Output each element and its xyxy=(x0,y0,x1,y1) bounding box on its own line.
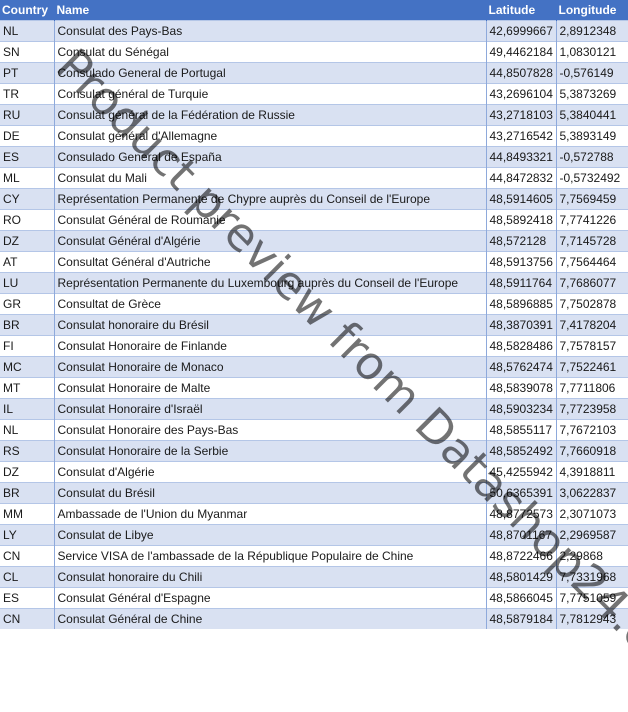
cell-country: MC xyxy=(0,357,54,378)
cell-longitude: -0,5732492 xyxy=(556,168,628,189)
cell-latitude: 48,5762474 xyxy=(486,357,556,378)
cell-name: Consulat Honoraire d'Israël xyxy=(54,399,486,420)
table-row[interactable] xyxy=(0,294,628,315)
cell-country: CL xyxy=(0,567,54,588)
cell-name: Consulado General de Portugal xyxy=(54,63,486,84)
cell-country: TR xyxy=(0,84,54,105)
cell-country: BR xyxy=(0,315,54,336)
cell-name: Consulat du Mali xyxy=(54,168,486,189)
cell-latitude: 48,5852492 xyxy=(486,441,556,462)
cell-longitude: 2,29868 xyxy=(556,546,628,567)
cell-longitude: 3,0622837 xyxy=(556,483,628,504)
cell-name: Ambassade de l'Union du Myanmar xyxy=(54,504,486,525)
cell-latitude: 43,2718103 xyxy=(486,105,556,126)
watermark-text: Product preview from xyxy=(46,38,433,425)
cell-latitude: 48,5839078 xyxy=(486,378,556,399)
table-row[interactable] xyxy=(0,504,628,525)
cell-longitude: 7,7578157 xyxy=(556,336,628,357)
table-row[interactable] xyxy=(0,21,628,42)
cell-name: Consulat Honoraire de Monaco xyxy=(54,357,486,378)
cell-country: PT xyxy=(0,63,54,84)
cell-longitude: 7,7660918 xyxy=(556,441,628,462)
table-row[interactable] xyxy=(0,126,628,147)
table-row[interactable] xyxy=(0,525,628,546)
cell-name: Service VISA de l'ambassade de la République Populaire de Chine xyxy=(54,546,486,567)
cell-longitude: 7,4178204 xyxy=(556,315,628,336)
header-row xyxy=(0,0,628,21)
cell-name: Consulat Général d'Algérie xyxy=(54,231,486,252)
cell-latitude: 48,8722466 xyxy=(486,546,556,567)
cell-latitude: 43,2696104 xyxy=(486,84,556,105)
cell-country: DZ xyxy=(0,231,54,252)
table-body xyxy=(0,21,628,630)
cell-longitude: 7,7502878 xyxy=(556,294,628,315)
cell-longitude: 7,7145728 xyxy=(556,231,628,252)
cell-name: Consulat du Brésil xyxy=(54,483,486,504)
column-header-name[interactable]: Name xyxy=(54,0,486,21)
cell-latitude: 48,5903234 xyxy=(486,399,556,420)
column-header-latitude[interactable]: Latitude xyxy=(486,0,556,21)
cell-name: Consulado General de España xyxy=(54,147,486,168)
cell-longitude: 7,7711806 xyxy=(556,378,628,399)
table-row[interactable] xyxy=(0,462,628,483)
table-row[interactable] xyxy=(0,399,628,420)
table-row[interactable] xyxy=(0,441,628,462)
cell-country: AT xyxy=(0,252,54,273)
cell-country: SN xyxy=(0,42,54,63)
table-row[interactable] xyxy=(0,357,628,378)
cell-name: Représentation Permanente de Chypre auprès du Conseil de l'Europe xyxy=(54,189,486,210)
cell-country: ML xyxy=(0,168,54,189)
cell-country: ES xyxy=(0,588,54,609)
table-row[interactable] xyxy=(0,252,628,273)
cell-country: BR xyxy=(0,483,54,504)
cell-country: MM xyxy=(0,504,54,525)
cell-name: Consulat Honoraire de Finlande xyxy=(54,336,486,357)
cell-country: GR xyxy=(0,294,54,315)
cell-longitude: 2,8912348 xyxy=(556,21,628,42)
cell-country: CN xyxy=(0,609,54,630)
table-row[interactable] xyxy=(0,609,628,630)
table-row[interactable] xyxy=(0,168,628,189)
table-row[interactable] xyxy=(0,546,628,567)
cell-longitude: 5,3873269 xyxy=(556,84,628,105)
cell-latitude: 48,5828486 xyxy=(486,336,556,357)
cell-latitude: 48,5911764 xyxy=(486,273,556,294)
cell-country: ES xyxy=(0,147,54,168)
cell-longitude: -0,572788 xyxy=(556,147,628,168)
cell-latitude: 49,4462184 xyxy=(486,42,556,63)
table-row[interactable] xyxy=(0,105,628,126)
table-row[interactable] xyxy=(0,189,628,210)
table-row[interactable] xyxy=(0,378,628,399)
cell-country: NL xyxy=(0,21,54,42)
cell-name: Consulat Honoraire des Pays-Bas xyxy=(54,420,486,441)
cell-latitude: 48,572128 xyxy=(486,231,556,252)
cell-name: Consulat général de la Fédération de Russie xyxy=(54,105,486,126)
table-row[interactable] xyxy=(0,231,628,252)
cell-longitude: -0,576149 xyxy=(556,63,628,84)
cell-longitude: 2,2969587 xyxy=(556,525,628,546)
cell-latitude: 48,8772573 xyxy=(486,504,556,525)
cell-name: Consulat général de Turquie xyxy=(54,84,486,105)
cell-longitude: 5,3840441 xyxy=(556,105,628,126)
table-row[interactable] xyxy=(0,84,628,105)
cell-name: Consulat d'Algérie xyxy=(54,462,486,483)
cell-country: LU xyxy=(0,273,54,294)
cell-country: RU xyxy=(0,105,54,126)
cell-country: FI xyxy=(0,336,54,357)
cell-country: DE xyxy=(0,126,54,147)
table-row[interactable] xyxy=(0,273,628,294)
table-row[interactable] xyxy=(0,336,628,357)
cell-latitude: 48,5896885 xyxy=(486,294,556,315)
cell-latitude: 44,8472832 xyxy=(486,168,556,189)
table-row[interactable] xyxy=(0,483,628,504)
cell-name: Consultat Général d'Autriche xyxy=(54,252,486,273)
cell-longitude: 7,7672103 xyxy=(556,420,628,441)
cell-latitude: 44,8493321 xyxy=(486,147,556,168)
cell-longitude: 5,3893149 xyxy=(556,126,628,147)
cell-longitude: 7,7686077 xyxy=(556,273,628,294)
cell-latitude: 50,6365391 xyxy=(486,483,556,504)
table-row[interactable] xyxy=(0,567,628,588)
cell-longitude: 7,7569459 xyxy=(556,189,628,210)
cell-longitude: 7,7331968 xyxy=(556,567,628,588)
cell-name: Consulat Honoraire de la Serbie xyxy=(54,441,486,462)
column-header-country[interactable]: Country xyxy=(0,0,54,21)
cell-longitude: 7,7564464 xyxy=(556,252,628,273)
cell-country: LY xyxy=(0,525,54,546)
cell-latitude: 48,5914605 xyxy=(486,189,556,210)
cell-country: NL xyxy=(0,420,54,441)
cell-latitude: 48,5866045 xyxy=(486,588,556,609)
cell-latitude: 48,3870391 xyxy=(486,315,556,336)
cell-country: RO xyxy=(0,210,54,231)
cell-latitude: 48,5892418 xyxy=(486,210,556,231)
cell-country: IL xyxy=(0,399,54,420)
cell-name: Consulat Honoraire de Malte xyxy=(54,378,486,399)
cell-longitude: 4,3918811 xyxy=(556,462,628,483)
cell-longitude: 1,0830121 xyxy=(556,42,628,63)
cell-latitude: 48,5879184 xyxy=(486,609,556,630)
cell-name: Consulat honoraire du Chili xyxy=(54,567,486,588)
cell-latitude: 48,5855117 xyxy=(486,420,556,441)
cell-latitude: 48,5801429 xyxy=(486,567,556,588)
cell-country: CN xyxy=(0,546,54,567)
cell-name: Consulat honoraire du Brésil xyxy=(54,315,486,336)
cell-name: Consultat de Grèce xyxy=(54,294,486,315)
cell-latitude: 48,5913756 xyxy=(486,252,556,273)
cell-name: Représentation Permanente du Luxembourg auprès du Conseil de l'Europe xyxy=(54,273,486,294)
cell-latitude: 48,8701167 xyxy=(486,525,556,546)
cell-country: DZ xyxy=(0,462,54,483)
cell-longitude: 7,7522461 xyxy=(556,357,628,378)
cell-country: MT xyxy=(0,378,54,399)
cell-longitude: 7,7751059 xyxy=(556,588,628,609)
table-row[interactable] xyxy=(0,420,628,441)
cell-longitude: 7,7723958 xyxy=(556,399,628,420)
table-row[interactable] xyxy=(0,147,628,168)
cell-country: RS xyxy=(0,441,54,462)
cell-longitude: 7,7741226 xyxy=(556,210,628,231)
cell-name: Consulat Général d'Espagne xyxy=(54,588,486,609)
cell-latitude: 42,6999667 xyxy=(486,21,556,42)
cell-name: Consulat des Pays-Bas xyxy=(54,21,486,42)
table-row[interactable] xyxy=(0,315,628,336)
cell-latitude: 44,8507828 xyxy=(486,63,556,84)
cell-name: Consulat du Sénégal xyxy=(54,42,486,63)
cell-country: CY xyxy=(0,189,54,210)
cell-longitude: 2,3071073 xyxy=(556,504,628,525)
table-row[interactable] xyxy=(0,42,628,63)
cell-name: Consulat général d'Allemagne xyxy=(54,126,486,147)
cell-latitude: 43,2716542 xyxy=(486,126,556,147)
cell-name: Consulat Général de Chine xyxy=(54,609,486,630)
cell-name: Consulat de Libye xyxy=(54,525,486,546)
table-row[interactable] xyxy=(0,588,628,609)
table-row[interactable] xyxy=(0,63,628,84)
cell-latitude: 45,4255942 xyxy=(486,462,556,483)
cell-name: Consulat Général de Roumanie xyxy=(54,210,486,231)
column-header-longitude[interactable]: Longitude xyxy=(556,0,628,21)
cell-longitude: 7,7812943 xyxy=(556,609,628,630)
table-row[interactable] xyxy=(0,210,628,231)
